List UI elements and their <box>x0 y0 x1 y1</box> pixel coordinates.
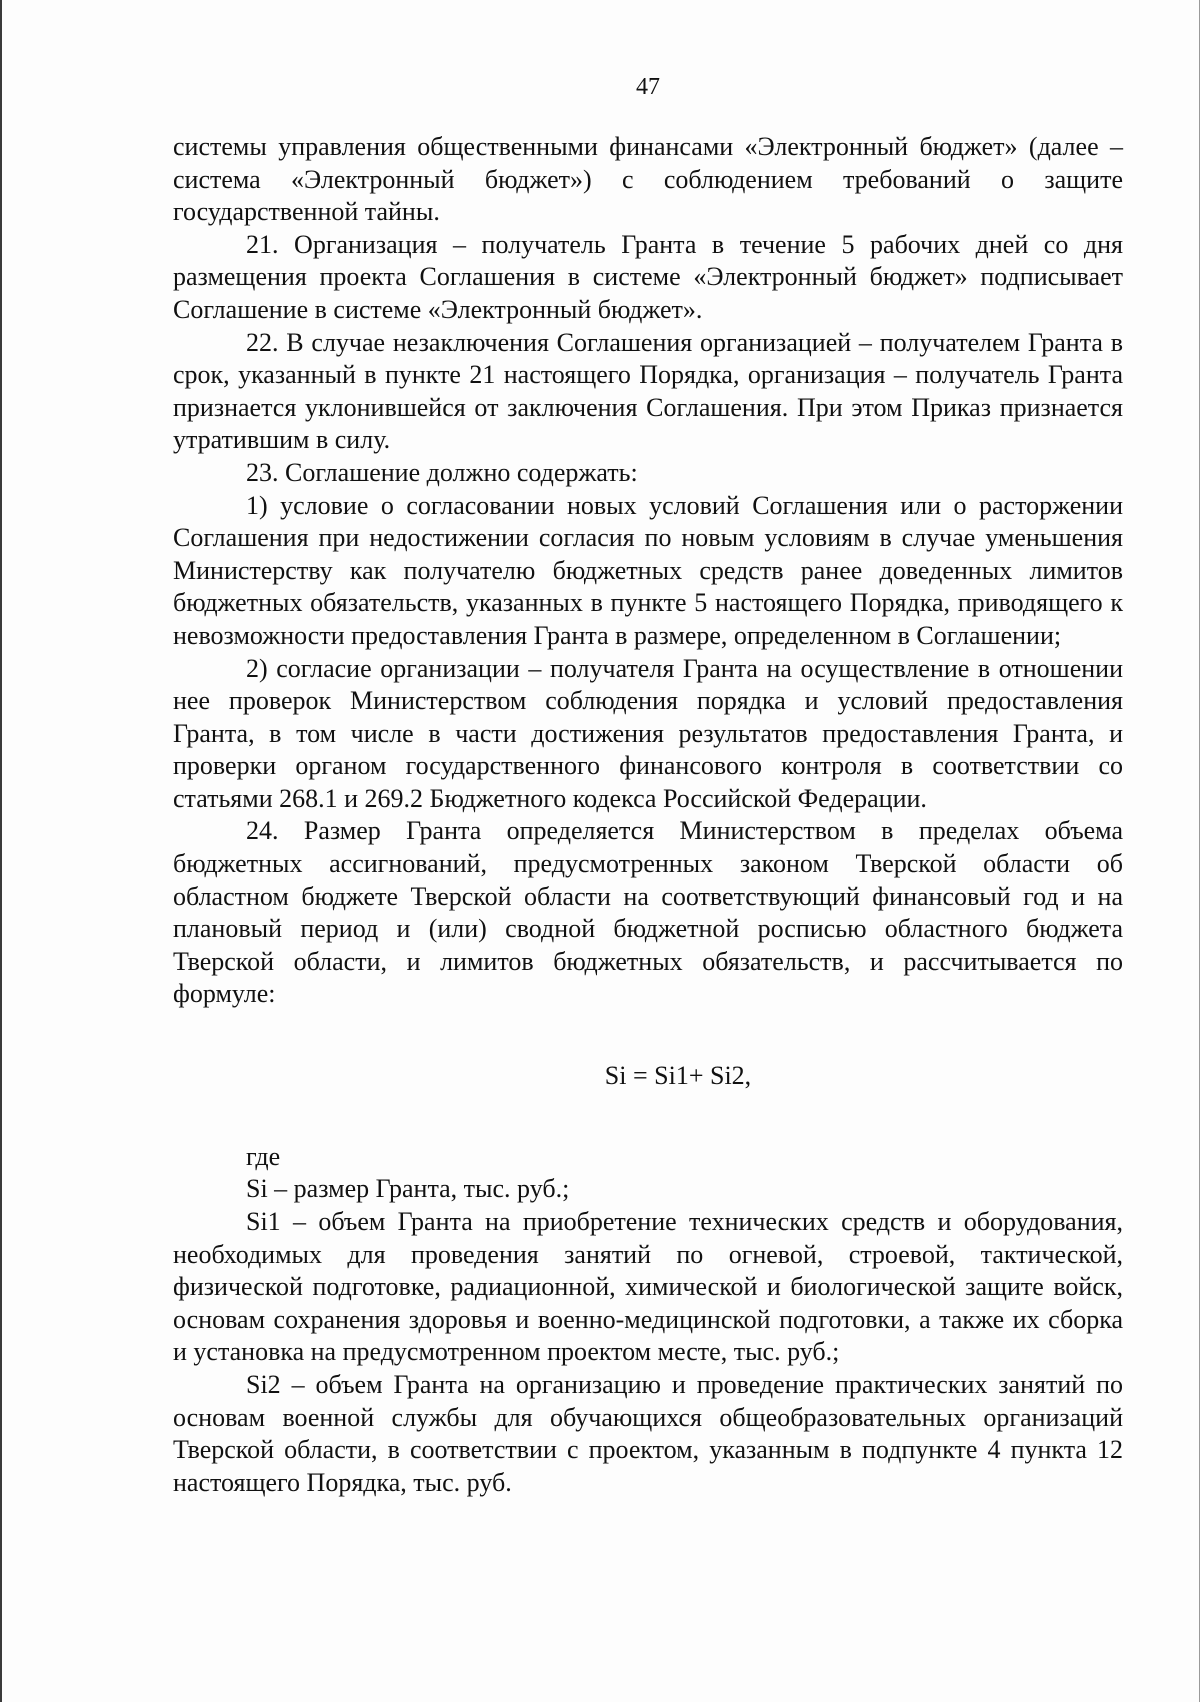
paragraph-23: 23. Соглашение должно содержать: <box>246 457 638 487</box>
paragraph-24: 24. Размер Гранта определяется Министерством в пределах объема бюджетных ассигнований, предусмотренных законом Тверской области об областном бюджете Тверской области на соответствующий финансовый год и на плановый период и (или) сводной бюджетной росписью областного бюджета Тверской области, и лимитов бюджетных обязательств, и рассчитывается по формуле: <box>173 816 1123 1009</box>
formula-spacer-top <box>173 1027 1123 1060</box>
paragraph-22: 22. В случае незаключения Соглашения организацией – получателем Гранта в срок, указанный в пункте 21 настоящего Порядка, организация – получатель Гранта признается уклонившейся от заключения Соглашения. При этом Приказ признается утратившим в силу. <box>173 327 1123 455</box>
scan-edge-left <box>0 0 2 1702</box>
definition-si1: Si1 – объем Гранта на приобретение технических средств и оборудования, необходимых для проведения занятий по огневой, строевой, тактической, физической подготовке, радиационной, химической и биологической защите войск, основам сохранения здоровья и военно-медицинской подготовки, а также их сборка и установка на предусмотренном проектом месте, тыс. руб.; <box>173 1207 1123 1367</box>
formula-spacer-bottom <box>173 1092 1123 1125</box>
page-number: 47 <box>636 74 660 100</box>
paragraph-23-item-2: 2) согласие организации – получателя Гранта на осуществление в отношении нее проверок Министерством соблюдения порядка и условий предоставления Гранта, в том числе в части достижения результатов предоставления Гранта, и проверки органом государственного финансового контроля в соответствии со статьями 268.1 и 269.2 Бюджетного кодекса Российской Федерации. <box>173 653 1123 813</box>
paragraph-continuation: системы управления общественными финансами «Электронный бюджет» (далее – система «Электронный бюджет») с соблюдением требований о защите государственной тайны. <box>173 132 1123 227</box>
paragraph-23-item-1: 1) условие о согласовании новых условий Соглашения или о расторжении Соглашения при недостижении согласия по новым условиям в случае уменьшения Министерству как получателю бюджетных средств ранее доведенных лимитов бюджетных обязательств, указанных в пункте 5 настоящего Порядка, приводящего к невозможности предоставления Гранта в размере, определенном в Соглашении; <box>173 490 1123 650</box>
paragraph-21: 21. Организация – получатель Гранта в течение 5 рабочих дней со дня размещения проекта Соглашения в системе «Электронный бюджет» подписывает Соглашение в системе «Электронный бюджет». <box>173 229 1123 324</box>
formula-block <box>173 1011 1123 1141</box>
definition-si: Si – размер Гранта, тыс. руб.; <box>246 1174 570 1204</box>
document-body <box>173 131 1123 1499</box>
formula: Si = Si1+ Si2, <box>604 1060 752 1090</box>
definitions-intro: где <box>246 1141 281 1171</box>
definition-si2: Si2 – объем Гранта на организацию и проведение практических занятий по основам военной службы для обучающихся общеобразовательных организаций Тверской области, в соответствии с проектом, указанным в подпункте 4 пункта 12 настоящего Порядка, тыс. руб. <box>173 1369 1123 1497</box>
